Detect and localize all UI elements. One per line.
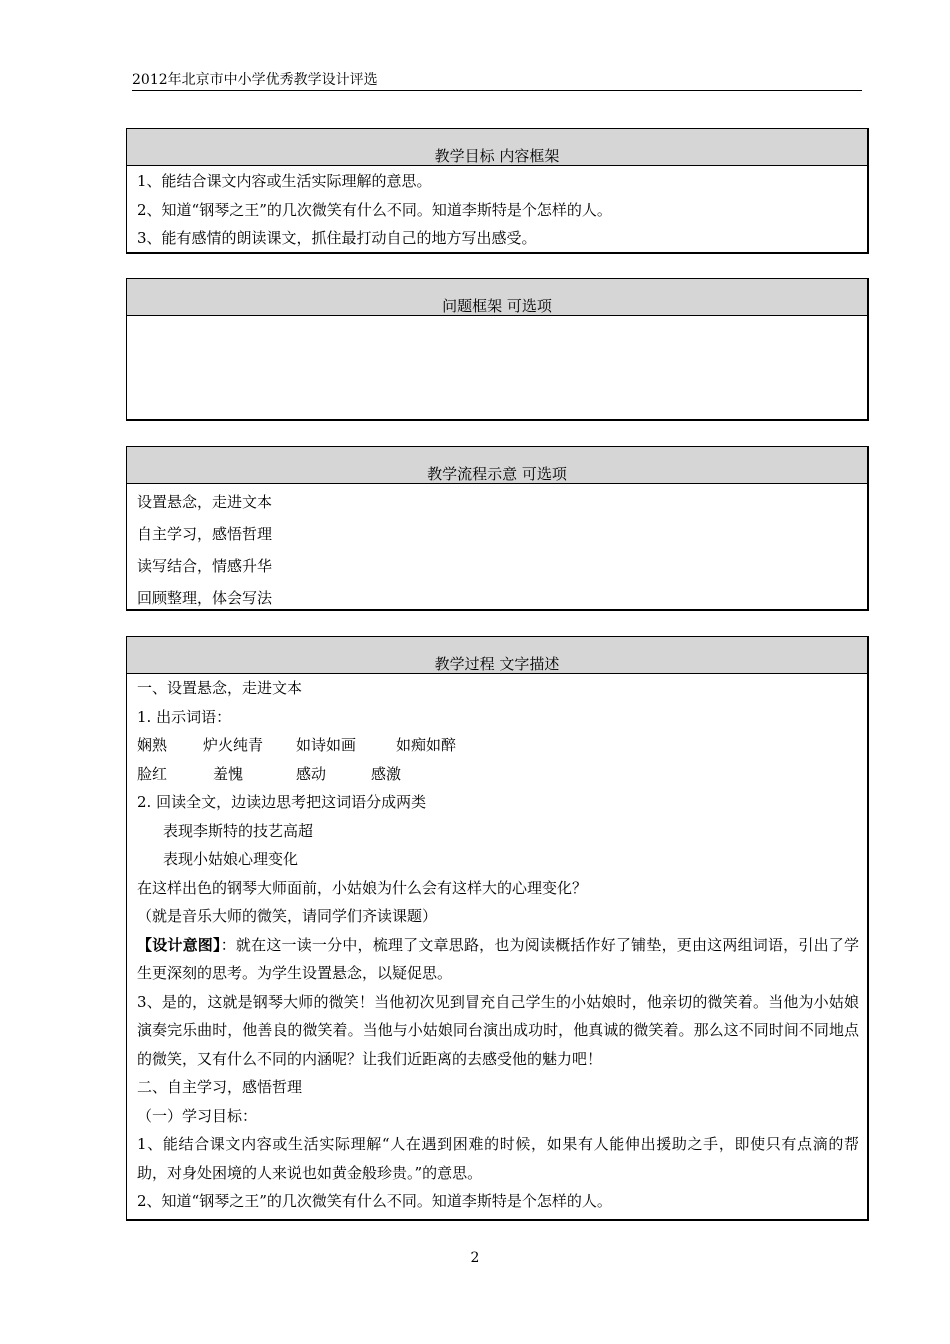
teaching-goals-heading: 教学目标 内容框架 — [127, 129, 867, 166]
word: 如诗如画 — [296, 736, 357, 754]
question-text: 在这样出色的钢琴大师面前，小姑娘为什么会有这样大的心理变化？ — [137, 878, 588, 897]
step-paragraph: 3、是的，这就是钢琴大师的微笑！当他初次见到冒充自己学生的小姑娘时，他亲切的微笑着。当他为小姑娘演奏完乐曲时，他善良的微笑着。当他与小姑娘同台演出成功时，他真诚的微笑着。那么这不同时间不同地点的微笑，又有什么不同的内涵呢？让我们近距离的去感受他的魅力吧！ — [137, 992, 859, 1068]
word: 如痴如醉 — [396, 736, 457, 754]
goal-item: 1、能结合课文内容或生活实际理解的意思。 — [137, 172, 432, 190]
word: 羞愧 — [213, 764, 244, 783]
step-text: 1. 出示词语： — [137, 707, 232, 726]
flow-step: 自主学习，感悟哲理 — [137, 525, 273, 543]
flow-step: 读写结合，情感升华 — [137, 557, 273, 575]
teaching-process-heading: 教学过程 文字描述 — [127, 637, 867, 674]
word: 炉火纯青 — [203, 736, 264, 754]
category-item: 表现小姑娘心理变化 — [163, 850, 299, 868]
flow-step: 设置悬念，走进文本 — [137, 493, 273, 511]
word: 感激 — [371, 764, 402, 783]
teaching-flow-table — [126, 446, 869, 611]
question-framework-heading: 问题框架 可选项 — [127, 279, 867, 316]
page-number: 2 — [470, 1250, 480, 1266]
page-header: 2012年北京市中小学优秀教学设计评选 — [132, 72, 862, 91]
design-intent — [137, 931, 859, 988]
learning-goal: 1、能结合课文内容或生活实际理解“人在遇到困难的时候，如果有人能伸出援助之手，即使只有点滴的帮助，对身处困境的人来说也如黄金般珍贵。”的意思。 — [137, 1135, 859, 1182]
step-text: 2. 回读全文，边读边思考把这词语分成两类 — [137, 793, 427, 811]
word: 感动 — [296, 764, 327, 783]
word: 娴熟 — [137, 736, 168, 754]
flow-step: 回顾整理，体会写法 — [137, 589, 273, 607]
teaching-flow-heading: 教学流程示意 可选项 — [127, 447, 867, 484]
section-heading: 二、自主学习，感悟哲理 — [137, 1078, 303, 1096]
question-framework-table — [126, 278, 869, 421]
goal-item: 3、能有感情的朗读课文，抓住最打动自己的地方写出感受。 — [137, 229, 537, 247]
goal-item: 2、知道“钢琴之王”的几次微笑有什么不同。知道李斯特是个怎样的人。 — [137, 200, 612, 219]
design-intent-text: ：就在这一读一分中，梳理了文章思路，也为阅读概括作好了铺垫，更由这两组词语，引出了学生更深刻的思考。为学生设置悬念，以疑促思。 — [137, 935, 859, 982]
teaching-goals-table — [126, 128, 869, 254]
section-heading: 一、设置悬念，走进文本 — [137, 679, 303, 697]
sub-heading: （一）学习目标： — [137, 1106, 258, 1125]
learning-goal: 2、知道“钢琴之王”的几次微笑有什么不同。知道李斯特是个怎样的人。 — [137, 1192, 612, 1210]
word-row — [137, 731, 859, 760]
teaching-process-table — [126, 636, 869, 1221]
word-row — [137, 760, 859, 789]
note-text: （就是音乐大师的微笑，请同学们齐读课题） — [137, 907, 438, 925]
category-item: 表现李斯特的技艺高超 — [163, 821, 314, 840]
word: 脸红 — [137, 764, 168, 783]
design-intent-label: 【设计意图】 — [137, 935, 221, 954]
